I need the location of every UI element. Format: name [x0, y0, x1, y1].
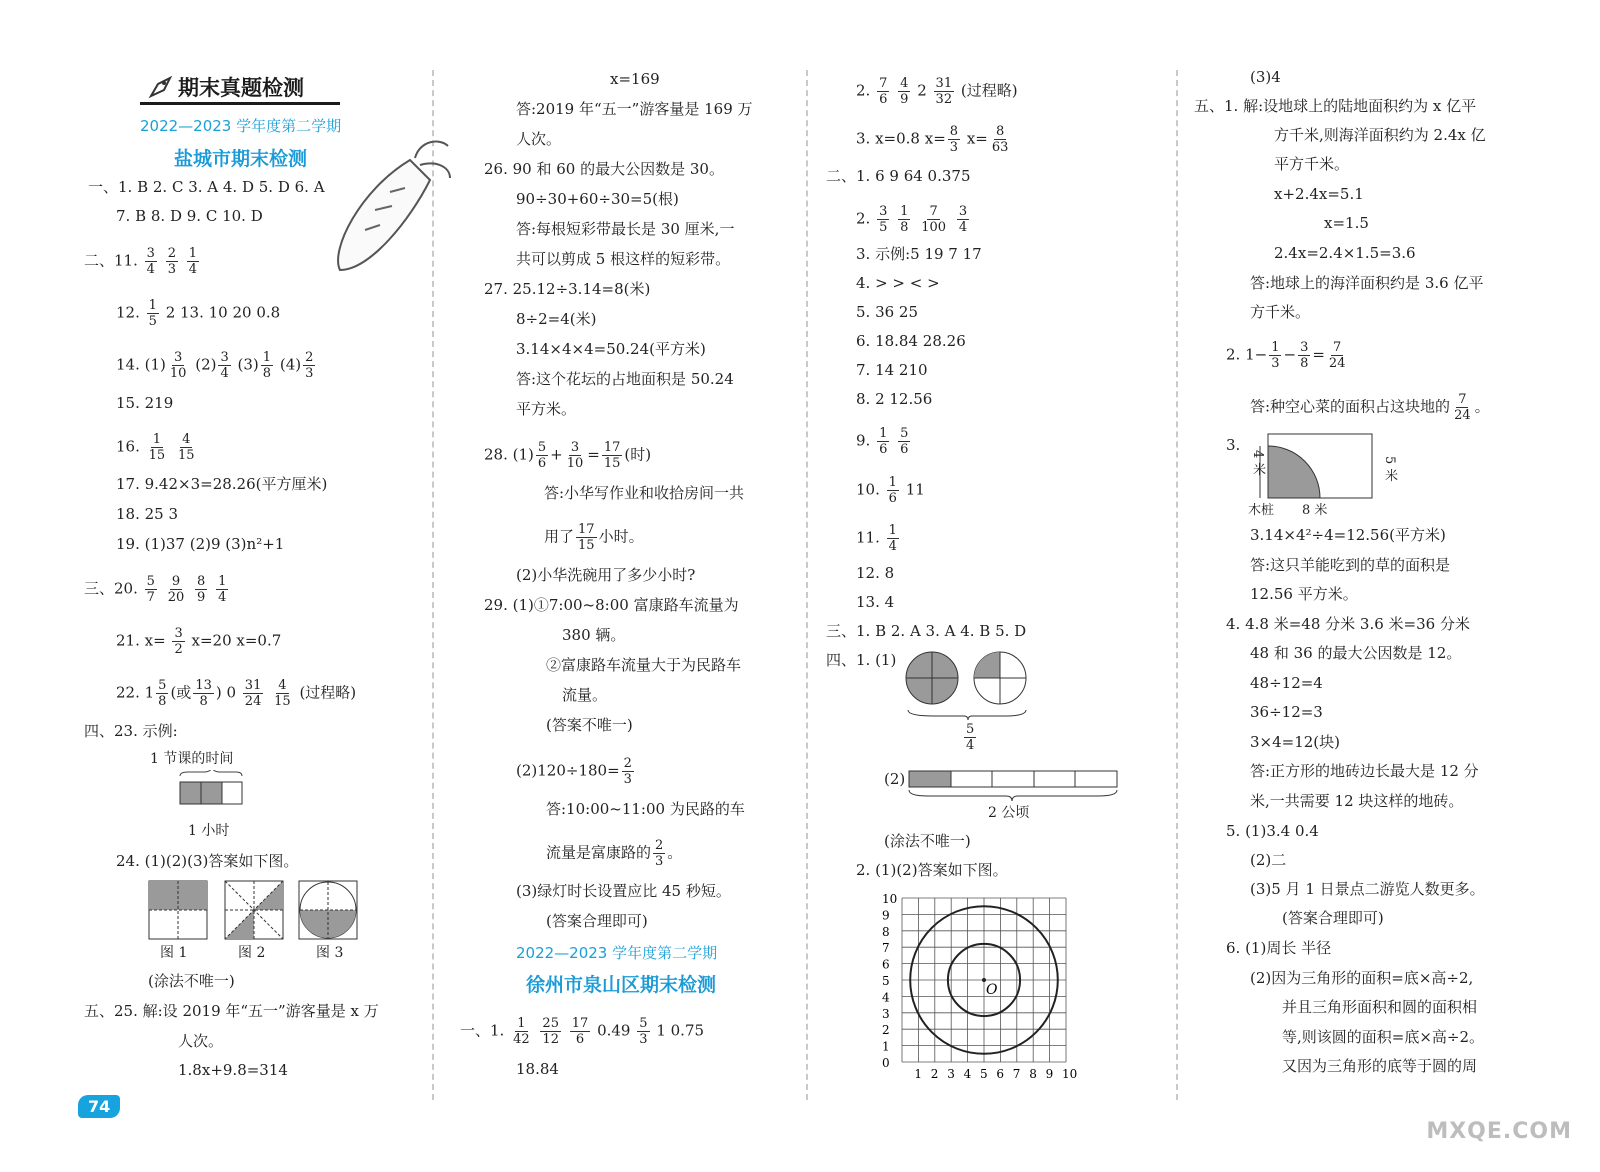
answer-line: (涂法不唯一) — [148, 972, 235, 990]
x-tick-label: 8 — [1029, 1067, 1037, 1081]
title-underline — [140, 102, 340, 105]
answer-line: 二、11. $\frac{3}{4}$ $\frac{2}{3}$ $\frac{1}{4}$ — [84, 246, 198, 277]
answer-line: 48 和 36 的最大公因数是 12。 — [1250, 644, 1462, 662]
fraction: $\frac{1}{4}$ — [188, 246, 198, 277]
answer-line: 6. (1)周长 半径 — [1226, 939, 1332, 957]
fraction: $\frac{3}{8}$ — [1300, 340, 1309, 371]
answer-line: 14. (1) $\frac{3}{10}$ (2) $\frac{3}{4}$ (3) $\frac{1}{8}$ (4) $\frac{2}{3}$ — [116, 350, 314, 381]
y-tick-label: 2 — [882, 1023, 890, 1038]
figure-3 — [298, 880, 358, 940]
answer-line: 17. 9.42×3=28.26(平方厘米) — [116, 475, 328, 493]
column-divider — [1176, 70, 1178, 1100]
fraction: $\frac{8}{3}$ — [949, 124, 959, 155]
fraction: $\frac{1}{5}$ — [148, 298, 157, 329]
x-tick-label: 5 — [980, 1067, 988, 1081]
fraction: $\frac{9}{20}$ — [167, 574, 185, 605]
fraction: $\frac{3}{4}$ — [146, 246, 155, 277]
fraction: $\frac{7}{24}$ — [1328, 340, 1346, 371]
answer-line: 16. $\frac{1}{15}$ $\frac{4}{15}$ — [116, 432, 195, 463]
answer-line: 2. $\frac{3}{5}$ $\frac{1}{8}$ $\frac{7}{100}$ $\frac{3}{4}$ — [856, 204, 968, 235]
answer-line: 5. (1)3.4 0.4 — [1226, 822, 1319, 840]
answer-line: 9. $\frac{1}{6}$ $\frac{5}{6}$ — [856, 426, 909, 457]
fraction: $\frac{2}{3}$ — [167, 246, 176, 277]
fraction: $\frac{1}{15}$ — [148, 432, 166, 463]
answer-line: 3. x=0.8 x= $\frac{8}{3}$ x= $\frac{8}{63}$ — [856, 124, 1009, 155]
fraction: $\frac{31}{32}$ — [935, 76, 953, 107]
column-divider — [806, 70, 808, 1100]
section1-exam: 盐城市期末检测 — [174, 148, 308, 170]
answer-line: 答:2019 年“五一”游客量是 169 万 — [516, 100, 753, 118]
answer-line: 并且三角形面积和圆的面积相 — [1282, 998, 1478, 1016]
circles-figure — [904, 650, 1034, 720]
fraction: $\frac{7}{6}$ — [879, 76, 888, 107]
fraction: $\frac{3}{5}$ — [879, 204, 888, 235]
fraction: $\frac{8}{63}$ — [991, 124, 1009, 155]
answer-line: 三、1. B 2. A 3. A 4. B 5. D — [826, 622, 1027, 640]
diagram-label: 1 小时 — [188, 823, 230, 839]
y-tick-label: 7 — [882, 941, 890, 956]
figure-1 — [148, 880, 208, 940]
x-tick-label: 10 — [1062, 1067, 1078, 1081]
y-tick-label: 8 — [882, 924, 890, 939]
fraction: $\frac{3}{10}$ — [566, 440, 584, 471]
fraction: $\frac{5}{6}$ — [537, 440, 547, 471]
answer-line: 答:这只羊能吃到的草的面积是 — [1250, 556, 1451, 574]
x-tick-label: 3 — [947, 1067, 955, 1081]
figure-label: 图 1 — [160, 945, 188, 961]
answer-line: 4. 4.8 米=48 分米 3.6 米=36 分米 — [1226, 615, 1470, 633]
y-tick-label: 6 — [882, 957, 890, 972]
fraction: $\frac{25}{12}$ — [542, 1016, 559, 1047]
answer-line: 四、1. (1) — [826, 651, 897, 669]
x-tick-label: 9 — [1045, 1067, 1054, 1081]
figure-label: 5 米 — [1382, 456, 1397, 482]
answer-line: 3.14×4×4=50.24(平方米) — [516, 340, 706, 358]
y-tick-label: 5 — [882, 974, 890, 988]
fraction: $\frac{1}{8}$ — [262, 350, 272, 381]
section2-exam: 徐州市泉山区期末检测 — [526, 974, 717, 996]
answer-line: 一、1. $\frac{1}{42}$ $\frac{25}{12}$ $\frac{17}{6}$ 0.49 $\frac{5}{3}$ 1 0.75 — [460, 1016, 705, 1047]
fraction: $\frac{2}{3}$ — [655, 838, 664, 869]
answer-line: 三、20. $\frac{5}{7}$ $\frac{9}{20}$ $\frac{8}{9}$ $\frac{1}{4}$ — [84, 574, 227, 605]
answer-line: 15. 219 — [116, 394, 174, 412]
figure-2 — [224, 880, 284, 940]
answer-line: 方千米,则海洋面积约为 2.4x 亿 — [1274, 126, 1486, 144]
fraction: $\frac{31}{24}$ — [244, 678, 262, 709]
answer-line: 3. 示例:5 19 7 17 — [856, 245, 982, 263]
answer-line: 2. (1)(2)答案如下图。 — [856, 861, 1008, 879]
answer-line: (答案合理即可) — [1282, 909, 1384, 927]
fraction: $\frac{3}{4}$ — [220, 350, 229, 381]
y-tick-label: 3 — [882, 1006, 890, 1021]
diagram-label: 1 节课的时间 — [150, 751, 234, 767]
answer-line: 380 辆。 — [562, 626, 626, 644]
y-tick-label: 9 — [882, 908, 890, 923]
answer-line: 2 公顷 — [988, 805, 1030, 821]
answer-line: (2)小华洗碗用了多少小时? — [516, 566, 696, 584]
answer-line: 90÷30+60÷30=5(根) — [516, 190, 679, 208]
answer-line: (3)5 月 1 日景点二游览人数更多。 — [1250, 880, 1485, 898]
answer-line: 人次。 — [178, 1032, 224, 1050]
answer-line: 答:地球上的海洋面积约是 3.6 亿平 — [1250, 274, 1484, 292]
answer-line: 22. 1 $\frac{5}{8}$ (或 $\frac{13}{8}$ ) 0 $\frac{31}{24}$ $\frac{4}{15}$ (过程略) — [116, 678, 357, 709]
fraction: $\frac{17}{15}$ — [603, 440, 621, 471]
answer-line — [962, 722, 978, 753]
fraction: $\frac{3}{2}$ — [174, 626, 183, 657]
answer-line: 11. $\frac{1}{4}$ — [856, 523, 897, 554]
fraction: $\frac{1}{42}$ — [513, 1016, 530, 1047]
answer-line: 36÷12=3 — [1250, 703, 1323, 721]
answer-line: 27. 25.12÷3.14=8(米) — [484, 280, 651, 298]
answer-line: 29. (1)①7:00~8:00 富康路车流量为 — [484, 596, 739, 614]
fraction: $\frac{8}{9}$ — [197, 574, 206, 605]
answer-line: x+2.4x=5.1 — [1274, 185, 1364, 203]
fraction: $\frac{1}{8}$ — [900, 204, 909, 235]
answer-line: 7. 14 210 — [856, 361, 928, 379]
figure-label: 图 3 — [316, 945, 344, 961]
answer-line: 米,一共需要 12 块这样的地砖。 — [1250, 792, 1464, 810]
page-title: 期末真题检测 — [178, 76, 304, 100]
answer-line: 答:每根短彩带最长是 30 厘米,一 — [516, 220, 735, 238]
answer-line: 13. 4 — [856, 593, 895, 611]
answer-line: 一、1. B 2. C 3. A 4. D 5. D 6. A — [88, 178, 325, 196]
answer-line: 2.4x=2.4×1.5=3.6 — [1274, 244, 1416, 262]
fraction: $\frac{2}{3}$ — [623, 756, 632, 787]
fraction: $\frac{7}{100}$ — [921, 204, 947, 235]
answer-line: 3.14×4²÷4=12.56(平方米) — [1250, 526, 1446, 544]
time-bar-diagram — [176, 770, 246, 810]
answer-line: (答案合理即可) — [546, 912, 648, 930]
answer-line: 答:小华写作业和收拾房间一共 — [544, 484, 745, 502]
header-icon — [148, 74, 174, 100]
x-tick-label: 2 — [930, 1067, 939, 1081]
answer-line: 人次。 — [516, 130, 562, 148]
fraction: $\frac{7}{24}$ — [1454, 392, 1471, 423]
answer-line: x=169 — [610, 70, 660, 88]
fraction: $\frac{4}{15}$ — [274, 678, 291, 709]
answer-line: 二、1. 6 9 64 0.375 — [826, 167, 971, 185]
section1-term: 2022—2023 学年度第二学期 — [140, 117, 342, 135]
grazing-figure — [1246, 432, 1396, 502]
fraction: $\frac{1}{6}$ — [888, 475, 897, 506]
answer-line: 24. (1)(2)(3)答案如下图。 — [116, 852, 299, 870]
fraction: $\frac{1}{3}$ — [1271, 340, 1280, 371]
answer-line: 四、23. 示例: — [84, 722, 178, 740]
answer-line: 4. > > < > — [856, 274, 940, 292]
fraction: $\frac{4}{15}$ — [177, 432, 195, 463]
answer-line: 28. (1) $\frac{5}{6}$ + $\frac{3}{10}$ = $\frac{17}{15}$ (时) — [484, 440, 652, 471]
y-tick-label: 0 — [882, 1056, 890, 1070]
answer-line: 3×4=12(块) — [1250, 733, 1341, 751]
answer-line: x=1.5 — [1324, 214, 1369, 232]
coordinate-grid — [878, 886, 1088, 1086]
center-label: O — [986, 982, 998, 998]
fraction: $\frac{17}{15}$ — [578, 522, 595, 553]
fraction: $\frac{3}{10}$ — [169, 350, 187, 381]
answer-line: (2)二 — [1250, 851, 1287, 869]
answer-line: 12. $\frac{1}{5}$ 2 13. 10 20 0.8 — [116, 298, 281, 329]
fraction: $\frac{5}{3}$ — [639, 1016, 648, 1047]
y-tick-label: 10 — [882, 892, 898, 906]
watermark: MXQE.COM — [1426, 1119, 1572, 1144]
answer-line: 2. 1− $\frac{1}{3}$ − $\frac{3}{8}$ = $\frac{7}{24}$ — [1226, 340, 1346, 371]
hectare-bar — [908, 770, 1118, 802]
answer-line: 8÷2=4(米) — [516, 310, 597, 328]
answer-line: (3)4 — [1250, 68, 1281, 86]
y-tick-label: 4 — [882, 990, 890, 1005]
answer-line: 流量是富康路的 $\frac{2}{3}$ 。 — [546, 838, 683, 869]
x-tick-label: 6 — [996, 1067, 1005, 1081]
answer-line: 19. (1)37 (2)9 (3)n²+1 — [116, 535, 285, 553]
answer-line: 流量。 — [562, 686, 608, 704]
answer-line: 答:种空心菜的面积占这块地的 $\frac{7}{24}$ 。 — [1250, 392, 1490, 423]
answer-line: 5. 36 25 — [856, 303, 919, 321]
x-tick-label: 1 — [914, 1067, 923, 1081]
figure-label: 图 2 — [238, 945, 266, 961]
fraction: $\frac{17}{6}$ — [571, 1016, 589, 1047]
carrot-decoration — [320, 130, 460, 280]
answer-line: ②富康路车流量大于为民路车 — [546, 656, 742, 674]
fraction: $\frac{3}{4}$ — [958, 204, 968, 235]
answer-line: 12.56 平方米。 — [1250, 585, 1358, 603]
fraction: $\frac{1}{6}$ — [879, 426, 888, 457]
answer-line: 平方米。 — [516, 400, 577, 418]
x-tick-label: 4 — [963, 1067, 972, 1081]
answer-line: 用了 $\frac{17}{15}$ 小时。 — [544, 522, 644, 553]
y-tick-label: 1 — [882, 1039, 890, 1054]
answer-line: 五、25. 解:设 2019 年“五一”游客量是 x 万 — [84, 1002, 379, 1020]
answer-line: (3)绿灯时长设置应比 45 秒短。 — [516, 882, 731, 900]
answer-line: (答案不唯一) — [546, 716, 633, 734]
figure-label: 木桩 — [1248, 503, 1275, 518]
answer-line: 等,则该圆的面积=底×高÷2。 — [1282, 1028, 1485, 1046]
answer-line: 18. 25 3 — [116, 505, 179, 523]
answer-line: 18.84 — [516, 1060, 559, 1078]
x-tick-label: 7 — [1012, 1067, 1021, 1081]
answer-line: (2)120÷180= $\frac{2}{3}$ — [516, 756, 632, 787]
answer-line: 2. $\frac{7}{6}$ $\frac{4}{9}$ 2 $\frac{31}{32}$ (过程略) — [856, 76, 1018, 107]
fraction: $\frac{5}{8}$ — [158, 678, 167, 709]
answer-line: 3. — [1226, 436, 1241, 454]
answer-line: 7. B 8. D 9. C 10. D — [116, 207, 263, 225]
figure-label: 8 米 — [1302, 503, 1328, 518]
fraction: $\frac{5}{4}$ — [966, 722, 975, 753]
answer-line: 答:正方形的地砖边长最大是 12 分 — [1250, 762, 1479, 780]
answer-line: 48÷12=4 — [1250, 674, 1323, 692]
fraction: $\frac{2}{3}$ — [305, 350, 314, 381]
answer-line: 10. $\frac{1}{6}$ 11 — [856, 475, 925, 506]
fraction: $\frac{5}{7}$ — [146, 574, 155, 605]
answer-line: (2)因为三角形的面积=底×高÷2, — [1250, 969, 1474, 987]
answer-line: 21. x= $\frac{3}{2}$ x=20 x=0.7 — [116, 626, 282, 657]
answer-line: 26. 90 和 60 的最大公因数是 30。 — [484, 160, 724, 178]
fraction: $\frac{1}{4}$ — [218, 574, 227, 605]
answer-line: 1.8x+9.8=314 — [178, 1061, 288, 1079]
fraction: $\frac{4}{9}$ — [900, 76, 909, 107]
answer-line: 五、1. 解:设地球上的陆地面积约为 x 亿平 — [1194, 97, 1477, 115]
answer-line: (2) — [884, 770, 906, 788]
fraction: $\frac{5}{6}$ — [900, 426, 909, 457]
fraction: $\frac{13}{8}$ — [195, 678, 212, 709]
answer-line: 6. 18.84 28.26 — [856, 332, 966, 350]
page-number: 74 — [78, 1095, 120, 1118]
answer-line: 又因为三角形的底等于圆的周 — [1282, 1057, 1478, 1075]
answer-line: (涂法不唯一) — [884, 832, 971, 850]
answer-line: 8. 2 12.56 — [856, 390, 933, 408]
answer-line: 答:10:00~11:00 为民路的车 — [546, 800, 745, 818]
answer-line: 12. 8 — [856, 564, 895, 582]
answer-line: 方千米。 — [1250, 303, 1311, 321]
answer-line: 平方千米。 — [1274, 155, 1350, 173]
answer-line: 答:这个花坛的占地面积是 50.24 — [516, 370, 734, 388]
fraction: $\frac{1}{4}$ — [888, 523, 897, 554]
figure-label: 4 米 — [1250, 450, 1265, 476]
answer-line: 共可以剪成 5 根这样的短彩带。 — [516, 250, 731, 268]
section2-term: 2022—2023 学年度第二学期 — [516, 944, 718, 962]
